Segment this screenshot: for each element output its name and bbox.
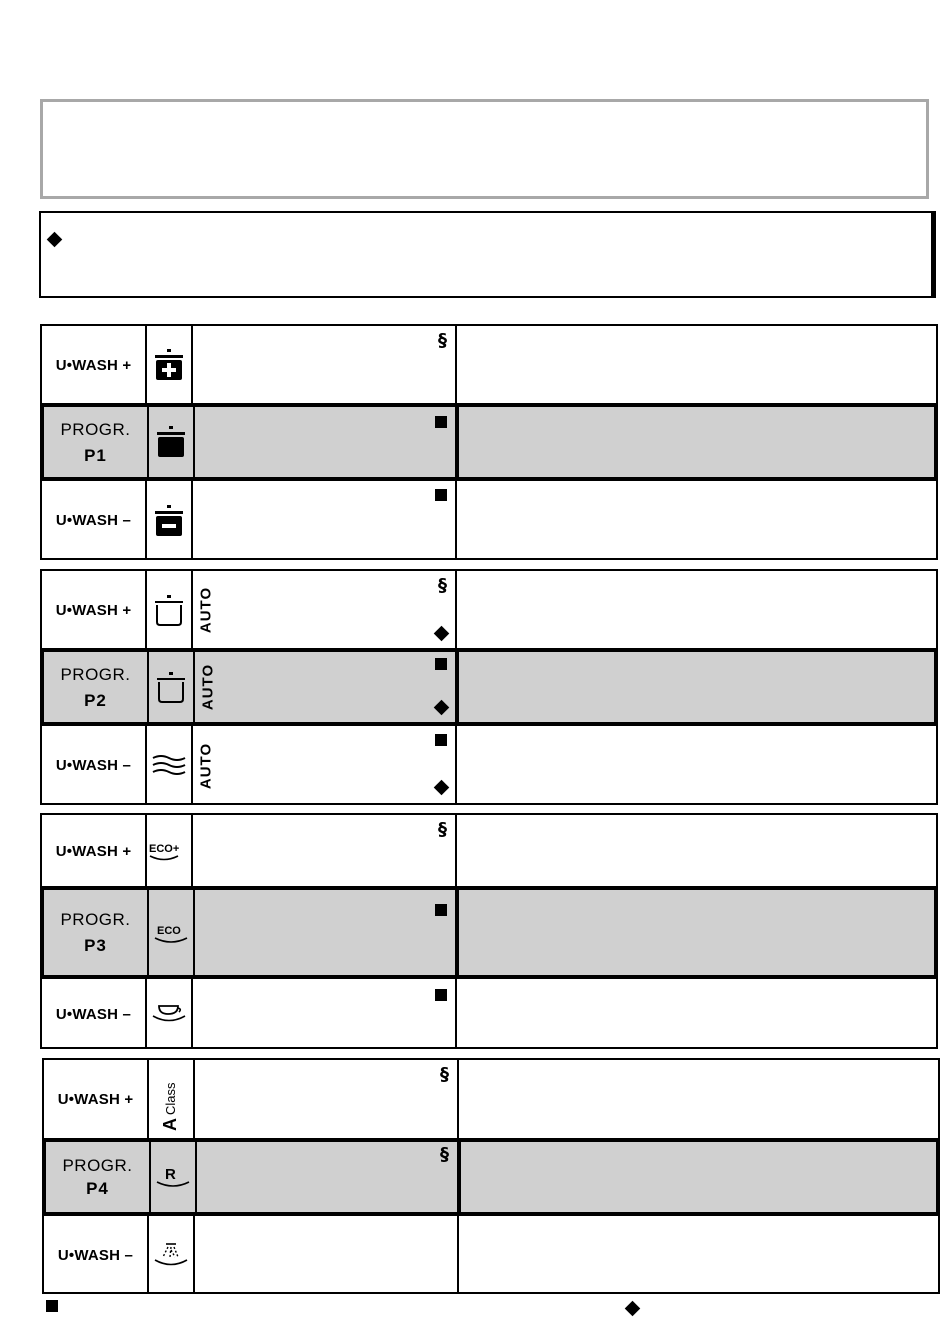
pot-outline-icon (152, 593, 186, 627)
uwash-minus-label: U•WASH – (57, 1246, 134, 1264)
uwash-plus-label: U•WASH + (55, 842, 132, 860)
program-group-p3 (40, 813, 938, 1049)
table-row (44, 1060, 938, 1139)
square-marker-icon (435, 416, 447, 428)
table-row (44, 1216, 938, 1294)
heat-icon: § (438, 575, 447, 596)
description-cell (195, 1060, 459, 1139)
table-row (40, 403, 938, 481)
square-marker-icon (435, 489, 447, 501)
info-box-gray (40, 99, 929, 199)
uwash-plus-label: U•WASH + (55, 601, 132, 619)
uwash-plus-label: U•WASH + (55, 356, 132, 374)
description-cell (193, 326, 457, 404)
note-cell (459, 407, 934, 477)
table-row (42, 726, 936, 805)
table-row (42, 326, 936, 404)
table-row (42, 815, 936, 887)
a-class-letter: A (160, 1117, 180, 1131)
square-marker-icon (435, 904, 447, 916)
program-number: P4 (86, 1179, 109, 1198)
rinse-r-text: R (165, 1166, 176, 1183)
eco-plus-icon (147, 837, 191, 865)
pot-minus-icon (152, 504, 186, 538)
note-cell (457, 979, 936, 1049)
a-class-word: Class (163, 1081, 178, 1115)
description-cell (193, 571, 457, 649)
a-class-icon (158, 1067, 184, 1133)
uwash-minus-label: U•WASH – (55, 757, 132, 774)
description-cell (193, 815, 457, 887)
uwash-plus-label: U•WASH + (57, 1091, 134, 1108)
table-row (40, 648, 938, 726)
table-row (42, 481, 936, 560)
info-box-black (39, 211, 936, 298)
spray-icon (152, 1240, 190, 1270)
program-number: P2 (84, 690, 107, 710)
program-group-p4 (42, 1058, 940, 1294)
table-row (42, 1138, 940, 1216)
note-cell (457, 815, 936, 887)
note-cell (457, 481, 936, 560)
program-number: P3 (84, 936, 107, 955)
progr-label: PROGR. (60, 664, 131, 684)
rinse-r-icon (154, 1163, 192, 1191)
wave-lines-icon (151, 753, 187, 779)
progr-label: PROGR. (62, 1156, 133, 1175)
program-group-p2 (40, 569, 938, 805)
auto-label: AUTO (197, 742, 215, 789)
program-group-p1 (40, 324, 938, 560)
description-cell (195, 652, 459, 722)
diamond-marker-icon (434, 626, 450, 642)
heat-icon: § (440, 1144, 449, 1165)
table-row (42, 571, 936, 649)
note-cell (459, 652, 934, 722)
progr-label: PROGR. (60, 419, 131, 439)
auto-label: AUTO (199, 663, 217, 711)
heat-icon: § (440, 1064, 449, 1085)
legend-square-marker-icon (46, 1300, 58, 1312)
description-cell (193, 979, 457, 1049)
table-row (42, 979, 936, 1049)
note-cell (457, 726, 936, 805)
heat-icon: § (438, 819, 447, 840)
square-marker-icon (435, 989, 447, 1001)
description-cell (193, 481, 457, 560)
diamond-marker-icon (47, 232, 63, 248)
eco-plus-text: ECO+ (149, 843, 180, 855)
note-cell (457, 571, 936, 649)
program-number: P1 (84, 445, 107, 465)
pot-plus-icon (152, 348, 186, 382)
table-row (40, 886, 938, 979)
description-cell (193, 726, 457, 805)
description-cell (195, 1216, 459, 1294)
progr-label: PROGR. (60, 910, 131, 929)
description-cell (197, 1142, 461, 1212)
eco-text: ECO (157, 924, 181, 937)
note-cell (457, 326, 936, 404)
square-marker-icon (435, 734, 447, 746)
auto-label: AUTO (197, 586, 215, 634)
note-cell (461, 1142, 936, 1212)
heat-icon: § (438, 330, 447, 351)
note-cell (459, 890, 934, 975)
description-cell (195, 890, 459, 975)
pot-filled-icon (154, 425, 188, 459)
square-marker-icon (435, 658, 447, 670)
legend-diamond-marker-icon (625, 1301, 641, 1317)
eco-icon (152, 919, 190, 947)
note-cell (459, 1216, 938, 1294)
uwash-minus-label: U•WASH – (55, 1005, 132, 1023)
diamond-marker-icon (434, 780, 450, 796)
pot-outline-icon (154, 670, 188, 704)
uwash-minus-label: U•WASH – (55, 512, 132, 529)
cup-icon (150, 1001, 188, 1027)
diamond-marker-icon (434, 700, 450, 716)
description-cell (195, 407, 459, 477)
note-cell (459, 1060, 938, 1139)
